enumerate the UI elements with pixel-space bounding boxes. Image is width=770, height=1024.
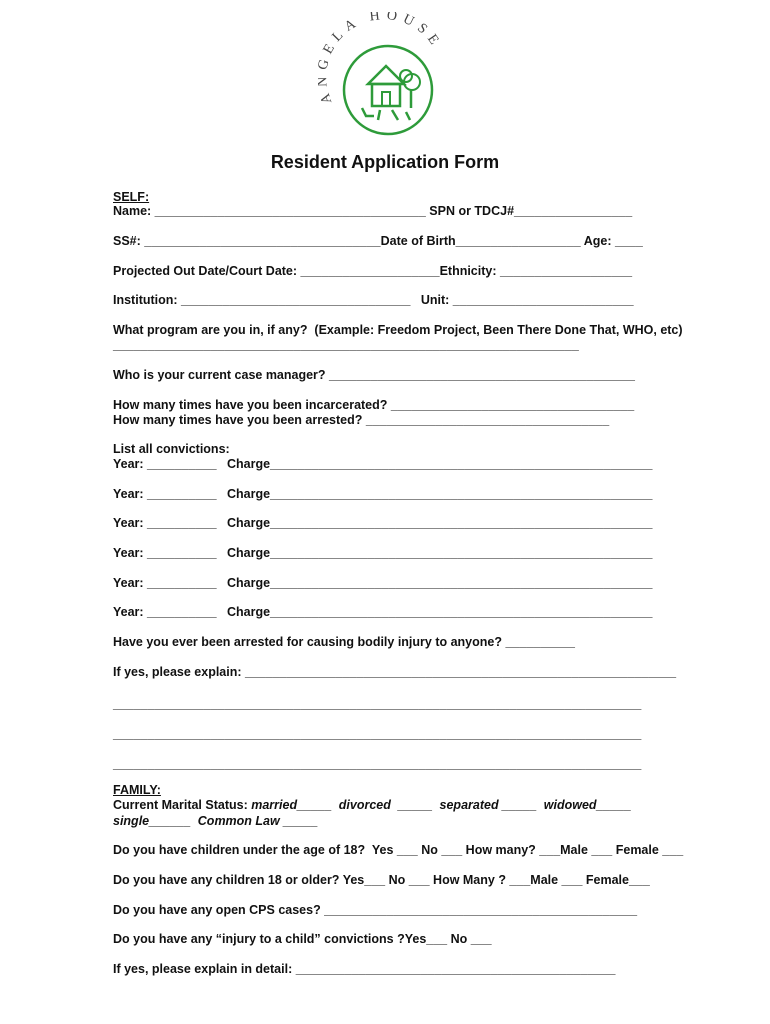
incarcerated-field[interactable]: How many times have you been incarcerated? ___________________________________ (113, 398, 635, 412)
explain-detail-field[interactable]: If yes, please explain in detail: ______________________________________________ (113, 962, 616, 976)
self-heading: SELF: (113, 190, 150, 204)
angela-house-logo (318, 12, 448, 142)
logo-text: A ELA HOUSE (318, 12, 445, 106)
conviction-row[interactable]: Year: __________ Charge_______________________________________________________ (113, 457, 653, 471)
conviction-row[interactable]: Year: __________ Charge_______________________________________________________ (113, 605, 653, 619)
institution-unit-field[interactable]: Institution: _________________________________ Unit: __________________________ (113, 293, 634, 307)
explain-field[interactable]: If yes, please explain: ______________________________________________________________ (113, 665, 677, 679)
marital-status-label: Current Marital Status: (113, 798, 252, 812)
cps-cases-field[interactable]: Do you have any open CPS cases? _____________________________________________ (113, 903, 638, 917)
ss-dob-age-field[interactable]: SS#: __________________________________Date of Birth__________________ Age: ____ (113, 234, 643, 248)
explain-blank-line[interactable]: ____________________________________________________________________________ (113, 727, 642, 741)
injury-child-field[interactable]: Do you have any “injury to a child” convictions ?Yes___ No ___ (113, 932, 492, 946)
conviction-row[interactable]: Year: __________ Charge_______________________________________________________ (113, 487, 653, 501)
children-over-18-field[interactable]: Do you have any children 18 or older? Yes___ No ___ How Many ? ___Male ___ Female___ (113, 873, 650, 887)
house-logo-icon (318, 12, 448, 142)
program-question: What program are you in, if any? (Example: Freedom Project, Been There Done That, WHO, etc) (113, 323, 683, 337)
page-title: Resident Application Form (270, 152, 500, 172)
projected-ethnicity-field[interactable]: Projected Out Date/Court Date: ____________________Ethnicity: ___________________ (113, 264, 633, 278)
children-under-18-field[interactable]: Do you have children under the age of 18? Yes ___ No ___ How many? ___Male ___ Female ___ (113, 843, 684, 857)
marital-options-line2[interactable]: single______ Common Law _____ (113, 814, 318, 828)
marital-status-field[interactable] (113, 798, 631, 813)
conviction-row[interactable]: Year: __________ Charge_______________________________________________________ (113, 516, 653, 530)
program-answer-field[interactable]: ___________________________________________________________________ (113, 338, 579, 352)
marital-options[interactable]: married_____ divorced _____ separated _____ widowed_____ (251, 798, 632, 812)
conviction-row[interactable]: Year: __________ Charge_______________________________________________________ (113, 546, 653, 560)
case-manager-field[interactable]: Who is your current case manager? ____________________________________________ (113, 368, 635, 382)
family-heading: FAMILY: (113, 783, 161, 797)
bodily-injury-field[interactable]: Have you ever been arrested for causing bodily injury to anyone? __________ (113, 635, 575, 649)
conviction-row[interactable]: Year: __________ Charge_______________________________________________________ (113, 576, 653, 590)
explain-blank-line[interactable]: ____________________________________________________________________________ (113, 697, 642, 711)
explain-blank-line[interactable]: ____________________________________________________________________________ (113, 757, 642, 771)
arrested-field[interactable]: How many times have you been arrested? ___________________________________ (113, 413, 610, 427)
convictions-heading: List all convictions: (113, 442, 230, 456)
name-spn-field[interactable]: Name: _______________________________________ SPN or TDCJ#_________________ (113, 204, 633, 218)
